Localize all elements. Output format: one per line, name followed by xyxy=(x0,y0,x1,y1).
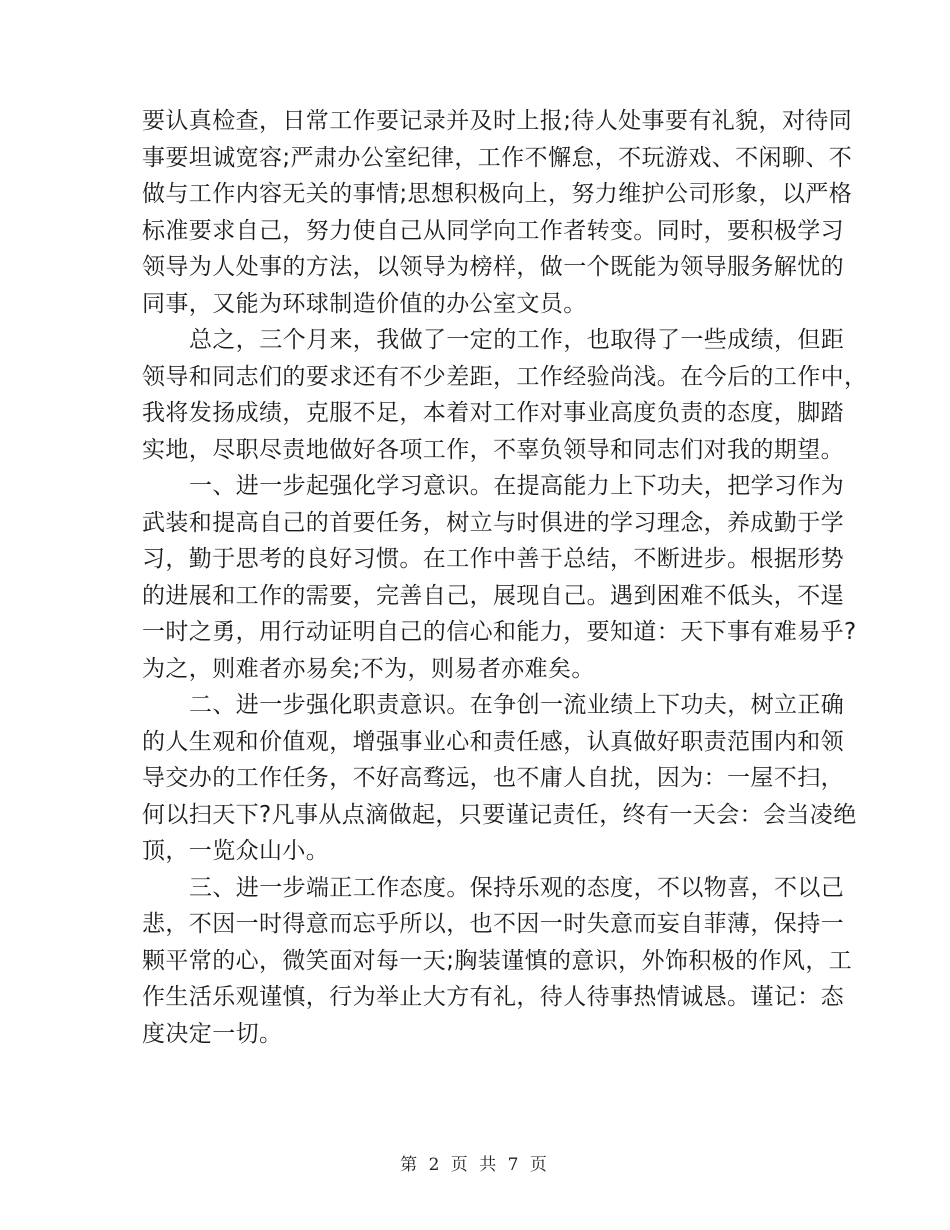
text-line: 领导和同志们的要求还有不少差距，工作经验尚浅。在今后的工作中， xyxy=(142,363,868,390)
page-number-footer: 第 2 页 共 7 页 xyxy=(400,1155,550,1175)
text-line: 武装和提高自己的首要任务，树立与时俱进的学习理念，养成勤于学 xyxy=(142,509,844,536)
paragraph-first-line: 三、进一步端正工作态度。保持乐观的态度，不以物喜，不以己 xyxy=(189,874,845,901)
text-line: 领导为人处事的方法，以领导为榜样，做一个既能为领导服务解忧的 xyxy=(142,254,844,280)
text-line: 做与工作内容无关的事情;思想积极向上，努力维护公司形象，以严格 xyxy=(142,181,853,207)
text-line: 顶，一览众山小。 xyxy=(142,838,330,864)
text-line: 作生活乐观谨慎，行为举止大方有礼，待人待事热情诚恳。谨记：态 xyxy=(142,984,844,1010)
text-line: 同事，又能为环球制造价值的办公室文员。 xyxy=(142,290,587,317)
text-line: 我将发扬成绩，克服不足，本着对工作对事业高度负责的态度，脚踏 xyxy=(142,400,844,426)
text-line: 度决定一切。 xyxy=(142,1020,283,1047)
text-line: 颗平常的心，微笑面对每一天;胸装谨慎的意识，外饰积极的作风，工 xyxy=(142,947,853,974)
text-line: 悲，不因一时得意而忘乎所以，也不因一时失意而妄自菲薄，保持一 xyxy=(142,911,844,937)
text-line: 要认真检查，日常工作要记录并及时上报;待人处事要有礼貌，对待同 xyxy=(142,108,853,134)
paragraph-first-line: 总之，三个月来，我做了一定的工作，也取得了一些成绩，但距 xyxy=(189,327,845,353)
text-line: 事要坦诚宽容;严肃办公室纪律，工作不懈怠，不玩游戏、不闲聊、不 xyxy=(142,144,853,171)
text-line: 何以扫天下?凡事从点滴做起，只要谨记责任，终有一天会：会当凌绝 xyxy=(142,801,857,828)
text-line: 习，勤于思考的良好习惯。在工作中善于总结，不断进步。根据形势 xyxy=(142,546,844,572)
paragraph-first-line: 一、进一步起强化学习意识。在提高能力上下功夫，把学习作为 xyxy=(189,473,845,499)
text-line: 导交办的工作任务，不好高骛远，也不庸人自扰，因为：一屋不扫， xyxy=(142,765,844,791)
text-line: 实地，尽职尽责地做好各项工作，不辜负领导和同志们对我的期望。 xyxy=(142,436,844,463)
text-line: 标准要求自己，努力使自己从同学向工作者转变。同时，要积极学习 xyxy=(142,217,844,244)
document-body xyxy=(142,103,868,1052)
text-line: 一时之勇，用行动证明自己的信心和能力，要知道：天下事有难易乎? xyxy=(142,619,857,645)
text-line: 的进展和工作的需要，完善自己，展现自己。遇到困难不低头，不逞 xyxy=(142,582,844,609)
text-line: 的人生观和价值观，增强事业心和责任感，认真做好职责范围内和领 xyxy=(142,728,844,755)
paragraph-first-line: 二、进一步强化职责意识。在争创一流业绩上下功夫，树立正确 xyxy=(189,692,845,718)
text-line: 为之，则难者亦易矣;不为，则易者亦难矣。 xyxy=(142,655,595,682)
